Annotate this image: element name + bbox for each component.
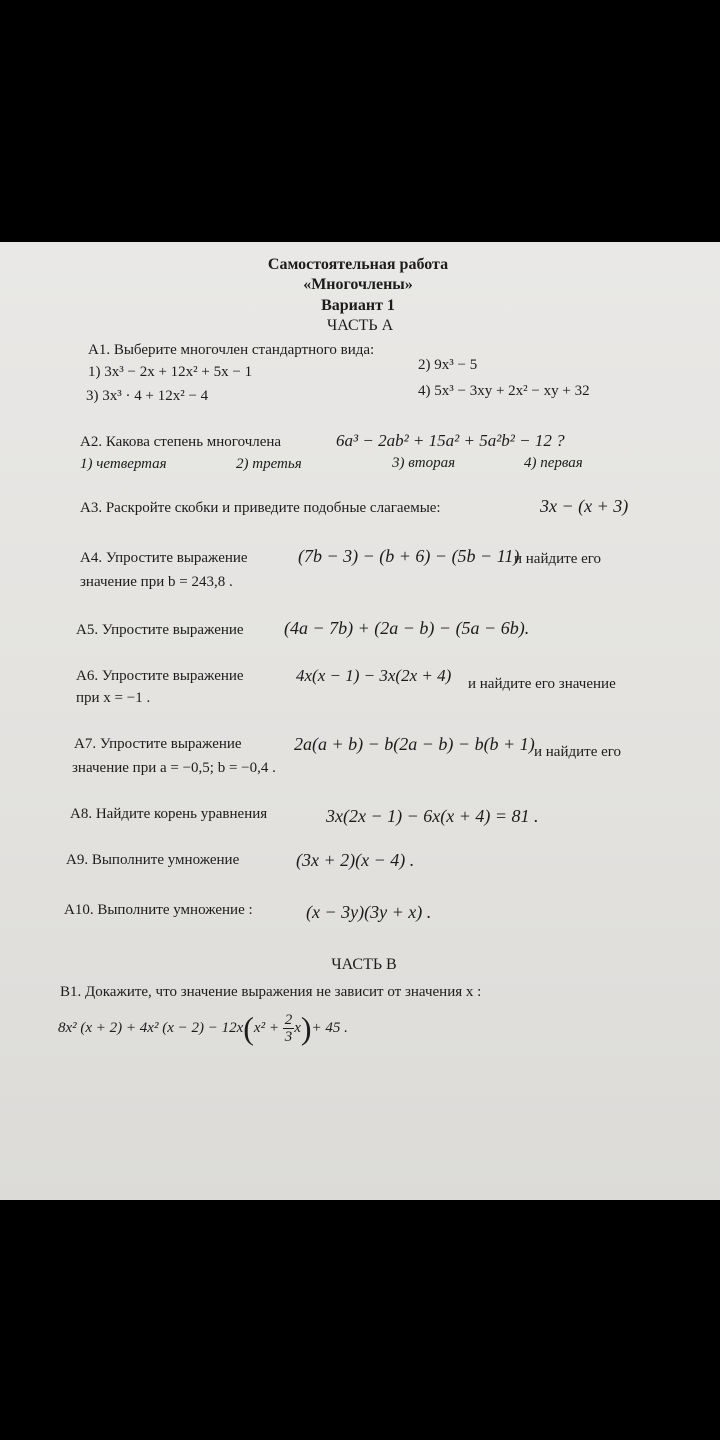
variant-label: Вариант 1 — [321, 297, 395, 314]
a1-option-4: 4) 5x³ − 3xy + 2x² − xy + 32 — [418, 383, 590, 399]
a4-condition: значение при b = 243,8 . — [80, 574, 233, 590]
a6-question: А6. Упростите выражение — [76, 668, 244, 684]
a4-tail: и найдите его — [514, 551, 602, 567]
b1-expression — [58, 1010, 348, 1047]
a9-question: А9. Выполните умножение — [66, 852, 240, 868]
a2-question: А2. Какова степень многочлена — [80, 434, 282, 450]
b1-right-paren: ) — [300, 1010, 312, 1046]
b1-expression-part4: + 45 . — [311, 1019, 348, 1036]
a3-question: А3. Раскройте скобки и приведите подобные слагаемые: — [80, 500, 441, 516]
b1-left-paren: ( — [243, 1010, 254, 1046]
b1-fraction — [283, 1012, 295, 1045]
a3-expression: 3x − (x + 3) — [540, 496, 629, 516]
a2-option-1: 1) четвертая — [80, 456, 167, 472]
b1-question: В1. Докажите, что значение выражения не зависит от значения x : — [60, 984, 482, 1000]
a8-question: А8. Найдите корень уравнения — [70, 806, 268, 822]
a7-question: А7. Упростите выражение — [74, 736, 242, 752]
a1-option-1: 1) 3x³ − 2x + 12x² + 5x − 1 — [88, 364, 253, 380]
b1-expression-part1: 8x² (x + 2) + 4x² (x − 2) − 12x — [58, 1019, 244, 1036]
a10-expression: (x − 3y)(3y + x) . — [306, 902, 432, 922]
worksheet-paper — [0, 242, 720, 1200]
a2-option-2: 2) третья — [236, 456, 302, 472]
worksheet-title: Самостоятельная работа — [267, 256, 449, 273]
part-a-heading: ЧАСТЬ А — [326, 317, 394, 334]
a6-condition: при x = −1 . — [76, 690, 151, 706]
a10-question: А10. Выполните умножение : — [64, 902, 253, 918]
a5-question: А5. Упростите выражение — [76, 622, 244, 638]
a7-condition: значение при a = −0,5; b = −0,4 . — [72, 760, 276, 776]
a2-option-3: 3) вторая — [392, 455, 456, 471]
a8-expression: 3x(2x − 1) − 6x(x + 4) = 81 . — [326, 806, 539, 826]
a5-expression: (4a − 7b) + (2a − b) − (5a − 6b). — [284, 618, 530, 638]
part-b-heading: ЧАСТЬ В — [331, 956, 397, 973]
a2-option-4: 4) первая — [524, 455, 583, 471]
a6-tail: и найдите его значение — [468, 676, 616, 692]
b1-fraction-denominator: 3 — [284, 1029, 293, 1045]
a4-question: А4. Упростите выражение — [80, 550, 248, 566]
a4-expression: (7b − 3) − (b + 6) − (5b − 11) — [298, 546, 520, 566]
a7-tail: и найдите его — [534, 744, 622, 760]
a9-expression: (3x + 2)(x − 4) . — [296, 850, 415, 870]
a7-expression: 2a(a + b) − b(2a − b) − b(b + 1) — [294, 734, 535, 754]
a6-expression: 4x(x − 1) − 3x(2x + 4) — [296, 666, 452, 685]
a1-option-3: 3) 3x³ · 4 + 12x² − 4 — [86, 388, 209, 404]
a1-question: А1. Выберите многочлен стандартного вида: — [88, 342, 375, 358]
worksheet-topic: «Многочлены» — [303, 276, 413, 293]
b1-expression-part2: x² + — [253, 1019, 279, 1036]
b1-expression-part3: x — [294, 1019, 301, 1036]
a2-expression: 6a³ − 2ab² + 15a² + 5a²b² − 12 ? — [336, 431, 565, 450]
b1-fraction-numerator: 2 — [284, 1012, 293, 1028]
a1-option-2: 2) 9x³ − 5 — [418, 357, 478, 373]
